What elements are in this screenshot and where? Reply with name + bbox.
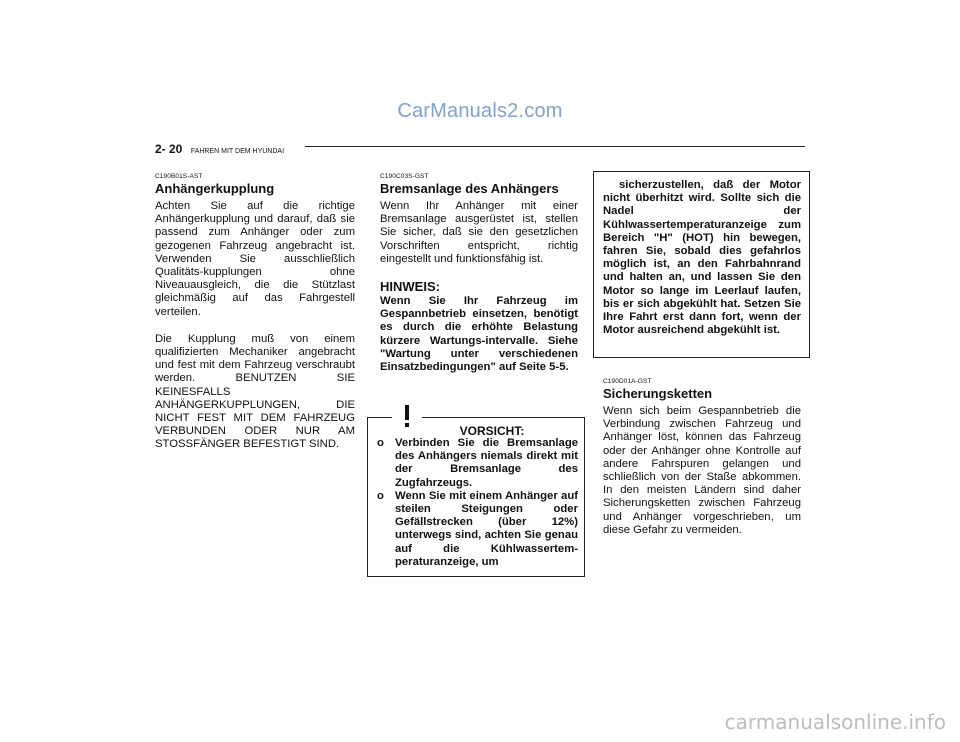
paragraph: Achten Sie auf die richtige Anhängerkupplung und darauf, daß sie passend zum Anhänger oder zum gezogenen Fahrzeug angebracht ist. Verwenden Sie ausschließlich Qualitäts-kupplungen ohne Niveauausgleich, die die Stützlast gleichmäßig auf das Fahrgestell verteilen. [155, 200, 355, 318]
continuation-text [603, 179, 801, 337]
caution-list [377, 437, 578, 569]
page-number: 2- 20 [155, 142, 183, 156]
section-heading: Anhängerkupplung [155, 181, 275, 196]
section-code: C190B01S-AST [155, 173, 203, 180]
paragraph: Die Kupplung muß von einem qualifizierten Mechaniker angebracht und fest mit dem Fahrzeug verschraubt werden. BENUTZEN SIE KEINESFALLS ANHÄNGERKUPPLUNGEN, DIE NICHT FEST MIT DEM FAHRZEUG VERBUNDEN ODER NUR AM STOSSFÄNGER BEFESTIGT SIND. [155, 332, 355, 451]
header-title: FAHREN MIT DEM HYUNDAI [190, 148, 285, 155]
section-heading: Sicherungsketten [603, 386, 713, 401]
list-item-text: Verbinden Sie die Bremsanlage des Anhängers niemals direkt mit der Bremsanlage des Zugfahrzeugs. [395, 437, 578, 489]
continuation-paragraph: sicherzustellen, daß der Motor nicht überhitzt wird. Sollte sich die Nadel der Kühlwassertemperaturanzeige zum Bereich "H" (HOT) hin bewegen, fahren Sie, sobald dies gefahrlos möglich ist, an den Fahrbahnrand und halten an, und lassen Sie den Motor so lange im Leerlauf laufen, bis er sich abgekühlt hat. Setzen Sie Ihre Fahrt erst dann fort, wenn der Motor ausreichend abgekühlt ist. [603, 179, 801, 337]
section-trailer-brakes [380, 173, 578, 374]
section-code: C190D01A-GST [603, 378, 652, 385]
top-watermark-link[interactable]: CarManuals2.com [397, 100, 563, 122]
section-trailer-hitch [155, 173, 355, 452]
bottom-watermark-link[interactable]: carmanualsonline.info [724, 710, 946, 734]
section-safety-chains [603, 378, 801, 537]
paragraph: Wenn Ihr Anhänger mit einer Bremsanlage ausgerüstet ist, stellen Sie sicher, daß sie den gesetzlichen Vorschriften entspricht, richtig eingestellt und funktionsfähig ist. [380, 200, 578, 265]
caution-box [367, 417, 585, 577]
bullet: o [377, 437, 384, 449]
paragraph: Wenn sich beim Gespannbetrieb die Verbindung zwischen Fahrzeug und Anhänger löst, können das Fahrzeug oder der Anhänger ohne Kontrolle auf andere Fahrspuren gelangen und schließlich von der Staße abkommen. In den meisten Ländern sind daher Sicherungsketten zwischen Fahrzeug und Anhänger vorgeschrieben, um diese Gefahr zu vermeiden. [603, 405, 801, 536]
header-rule [305, 146, 805, 147]
bullet: o [377, 489, 384, 502]
list-item-text: Wenn Sie mit einem Anhänger auf steilen Steigungen oder Gefällstrecken (über 12%) unterwegs sind, achten Sie genau auf die Kühlwassertem-peraturanzeige, um [395, 489, 578, 568]
section-code: C190C03S-GST [380, 173, 429, 180]
caution-continuation-box [593, 171, 810, 358]
page-header [155, 140, 805, 154]
note-title: HINWEIS: [380, 279, 440, 295]
note-text: Wenn Sie Ihr Fahrzeug im Gespannbetrieb einsetzen, benötigt es durch die erhöhte Belastung kürzere Wartungs-intervalle. Siehe "Wartung unter verschiedenen Einsatzbedingungen" auf Seite 5-5. [380, 295, 578, 374]
section-heading: Bremsanlage des Anhängers [380, 181, 559, 196]
list-item [377, 490, 578, 569]
list-item [377, 437, 578, 490]
caution-title: VORSICHT: [459, 424, 525, 438]
